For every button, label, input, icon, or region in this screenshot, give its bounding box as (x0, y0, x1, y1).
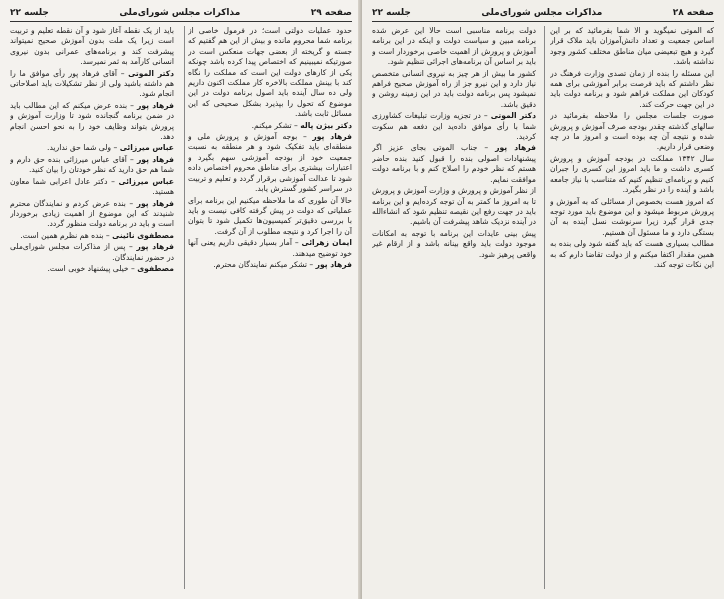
paragraph-text: دولت برنامه مناسبی است حالا این عرض شده برنامه مبین و سیاست دولت و اینکه در این برنامه آموزش و پرورش از اهمیت خاصی برخوردار است و باید بر اساس آن برنامه‌های اجرائی تنظیم شود. (372, 26, 536, 67)
left-page-right-column (188, 26, 352, 593)
paragraph-text: باید از یک نقطه آغاز شود و آن نقطه تعلیم و تربیت است زیرا یک ملت بدون آموزش صحیح نمیتواند پیشرفت کند و برنامه‌های عمرانی بدون نیروی انسانی کارآمد به ثمر نمیرسد. (10, 26, 174, 67)
paragraph (10, 177, 174, 198)
right-page-right-column (550, 26, 714, 593)
paragraph-text: – جناب الموتی بجای عزیز اگر پیشنهادات اصولی بنده را قبول کنید بنده حاضر هستم که نظر خودم را اصلاح کنم و با برنامه دولت موافقت نمایم. (372, 143, 536, 184)
paragraph (10, 69, 174, 100)
paragraph (188, 238, 352, 259)
paragraph (188, 196, 352, 238)
paragraph-text: – آقای عباس میرزائی بنده حق دارم و شما هم حق دارید که نظر خودتان را بیان کنید. (10, 154, 174, 175)
speaker-name: فرهاد پور (136, 242, 174, 252)
paragraph-text: که الموتی نمیگوید و الا شما بفرمائید که بر این اساس جمعیت و تعداد دانش‌آموزان باید ملاک قرار گیرد و هیچ تبعیضی میان مناطق مختلف کشور وجود نداشته باشد. (550, 26, 714, 67)
paragraph (550, 239, 714, 270)
speaker-name: فرهاد پور (136, 154, 174, 164)
paragraph-text: – آقای فرهاد پور رأی موافق ما را هم داشته باشید ولی از نظر تشکیلات باید اصلاحاتی انجام شود. (10, 68, 174, 99)
paragraph (188, 260, 352, 270)
paragraph-text: که امروز هست بخصوص از مسائلی که به آموزش و پرورش مربوط میشود و این موضوع باید مورد توجه جدی قرار گیرد زیرا سرنوشت نسل آینده به آن بستگی دارد و ما مسئول آن هستیم. (550, 196, 714, 237)
paragraph-text: سال ۱۳۴۲ مملکت در بودجه آموزش و پرورش کسری داشت و ما باید امروز این کسری را جبران کنیم و برنامه‌ای تنظیم کنیم که متناسب با نیاز جامعه باشد و آینده را در نظر بگیرد. (550, 153, 714, 195)
paragraph-text: پیش بینی عایدات این برنامه با توجه به امکانات موجود دولت باید واقع بینانه باشد و از ارقام غیر واقعی پرهیز شود. (372, 228, 536, 259)
paragraph-text: – خیلی پیشنهاد خوبی است. (47, 263, 135, 273)
paragraph (550, 197, 714, 239)
right-page-title: مذاکرات مجلس شورای‌ملی (481, 8, 603, 18)
paragraph-text: کشور ما بیش از هر چیز به نیروی انسانی متخصص نیاز دارد و این نیرو جز از راه آموزش صحیح فراهم نمیشود پس برنامه دولت باید در این زمینه روشن و دقیق باشد. (372, 68, 536, 109)
paragraph-text: این مسئله را بنده از زمان تصدی وزارت فرهنگ در نظر داشتم که باید فرصت برابر آموزشی برای همه کودکان این مملکت فراهم شود و برنامه دولت باید در این جهت حرکت کند. (550, 68, 714, 109)
paragraph-text: حالا آن طوری که ما ملاحظه میکنیم این برنامه برای عملیاتی که دولت در پیش گرفته کافی نیست و باید با بررسی دقیق‌تر کمیسیون‌ها تکمیل شود تا بتوان آن را اجرا کرد و نتیجه مطلوب از آن گرفت. (188, 195, 352, 236)
left-page-title: مذاکرات مجلس شورای‌ملی (119, 8, 241, 18)
paragraph (10, 231, 174, 241)
paragraph-text: حدود عملیات دولتی است؛ در فرمول خاصی از برنامه شما محروم مانده و بیش از این هم گفتیم که جسته و گریخته از بعضی جهات منعکس است در صورتیکه نمیبینیم که اختصاص پیدا کرده باشد چونکه یکی از کارهای دولت این است که مملکت را نگاه کند با بینش مملکت بالاخره کار مملکت اکنون داریم ولی ده سال آینده باید اصول برنامه دولت در این موضوع که تحول را بپذیرد بشکل صحیحی که این مسائل ثابت باشد. (188, 26, 352, 119)
speaker-name: فرهاد پور (137, 100, 174, 110)
right-page-session: جلسه ۲۲ (372, 8, 411, 18)
speaker-name: فرهاد پور (315, 259, 352, 269)
right-page-header (372, 6, 714, 20)
paragraph (372, 186, 536, 228)
paragraph (550, 154, 714, 196)
paragraph-text: – بنده هم نظرم همین است. (20, 230, 110, 240)
speaker-name: فرهاد پور (136, 198, 174, 208)
paragraph-text: – در تجزیه وزارت تبلیغات کشاورزی شما با رأی موافق داده‌ید این دفعه هم سکوت کردید. (372, 111, 536, 142)
right-page-label: صفحه ۲۸ (672, 8, 714, 18)
left-page-header (10, 6, 352, 20)
paragraph (10, 143, 174, 153)
paragraph (188, 132, 352, 194)
left-page-left-column (10, 26, 174, 593)
paragraph (188, 26, 352, 120)
paragraph-text: – پس از مذاکرات مجلس شورای‌ملی در حضور نمایندگان. (10, 242, 174, 262)
paragraph-text: – بنده عرض کردم و نمایندگان محترم شنیدند که این موضوع از اهمیت زیادی برخوردار است و باید در برنامه دولت منظور گردد. (10, 198, 174, 229)
paragraph (550, 111, 714, 153)
paragraph (372, 69, 536, 111)
paragraph-text: – تشکر میکنم. (251, 120, 298, 130)
left-header-rule (10, 21, 352, 22)
right-page (362, 0, 724, 599)
paragraph-text: – بوجه آموزش و پرورش ملی و منطقه‌ای باید تفکیک شود و هر منطقه به نسبت جمعیت خود از بودجه آموزشی سهم بگیرد و اعتبارات بیشتری برای مناطق محروم اختصاص داده شود تا عدالت آموزشی برقرار گردد و تعلیم و تربیت در سراسر کشور گسترش یابد. (188, 132, 352, 194)
paragraph (550, 69, 714, 111)
speaker-name: عباس میرزائی (119, 143, 174, 153)
paragraph (10, 101, 174, 143)
paragraph-text: صورت جلسات مجلس را ملاحظه بفرمائید در سالهای گذشته چقدر بودجه صرف آموزش و پرورش شده و نتیجه آن چه بوده است و امروز ما در چه وضعی قرار داریم. (550, 111, 714, 152)
speaker-name: فرهاد پور (312, 132, 352, 142)
left-column-divider (184, 26, 185, 589)
speaker-name: مصطفوی نائینی (112, 230, 174, 240)
paragraph-text: – ولی شما حق ندارید. (47, 143, 118, 153)
left-page-label: صفحه ۲۹ (310, 8, 352, 18)
paragraph (10, 155, 174, 176)
right-page-left-column (372, 26, 536, 593)
paragraph (10, 264, 174, 274)
speaker-name: عباس میرزائی (118, 176, 174, 186)
paragraph-text: از نظر آموزش و پرورش و وزارت آموزش و پرورش تا به امروز ما کمتر به آن توجه کرده‌ایم و این برنامه باید در جهت رفع این نقیصه تنظیم شود که انشاءالله در آینده نزدیک شاهد پیشرفت آن باشیم. (372, 186, 536, 227)
paragraph-text: – بنده عرض میکنم که این مطالب باید در ضمن برنامه گنجانده شود تا وزارت آموزش و پرورش بتواند وظایف خود را به نحو احسن انجام دهد. (10, 100, 174, 142)
paragraph (372, 143, 536, 185)
left-page-session: جلسه ۲۲ (10, 8, 49, 18)
paragraph (372, 111, 536, 142)
right-header-rule (372, 21, 714, 22)
speaker-name: دکتر بیژن پاله (300, 120, 352, 130)
speaker-name: دکتر الموتی (490, 111, 536, 121)
paragraph-text: مطالب بسیاری هست که باید گفته شود ولی بنده به همین مقدار اکتفا میکنم و از دولت تقاضا دارم که به این نکات توجه کند. (550, 239, 714, 269)
speaker-name: فرهاد پور (495, 143, 536, 153)
paragraph (10, 242, 174, 263)
paragraph-text: – آمار بسیار دقیقی داریم یعنی آنها خود توضیح میدهند. (188, 238, 352, 258)
paragraph (550, 26, 714, 68)
paragraph (10, 26, 174, 68)
paragraph (10, 199, 174, 230)
paragraph (372, 26, 536, 68)
speaker-name: مصطفوی (137, 263, 174, 273)
right-column-divider (544, 26, 545, 589)
speaker-name: دکتر الموتی (128, 68, 174, 78)
paragraph-text: – تشکر میکنم نمایندگان محترم. (213, 259, 314, 269)
paragraph (188, 121, 352, 131)
paragraph-text: – دکتر عادل اعرابی شما معاون هستید. (10, 176, 174, 197)
speaker-name: ایمان زهرائی (301, 238, 352, 248)
paragraph (372, 229, 536, 260)
